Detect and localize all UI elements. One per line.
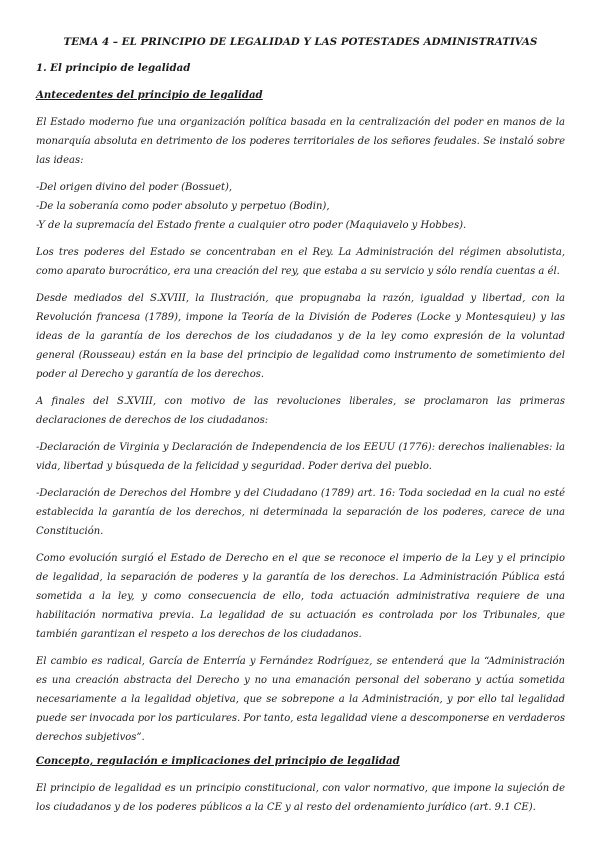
paragraph: Desde mediados del S.XVIII, la Ilustración, que propugnaba la razón, igualdad y libertad, con la Revolución francesa (1789), impone la Teoría de la División de Poderes (Locke y Montesquieu) y las ideas de la garantía de los derechos de los ciudadanos y de la ley como expresión de la voluntad general (Rousseau) están en la base del principio de legalidad como instrumento de sometimiento del poder al Derecho y garantía de los derechos. bbox=[36, 293, 565, 380]
paragraph: -Declaración de Virginia y Declaración de Independencia de los EEUU (1776): derechos inalienables: la vida, libertad y búsqueda de la felicidad y seguridad. Poder deriva del pueblo. bbox=[36, 442, 565, 472]
subheading-antecedentes: Antecedentes del principio de legalidad bbox=[36, 89, 263, 101]
paragraph: Como evolución surgió el Estado de Derecho en el que se reconoce el imperio de la Ley y el principio de legalidad, la separación de poderes y la garantía de los derechos. La Administración Pública está sometida a la ley, y como consecuencia de ello, toda actuación administrativa requiere de una habilitación normativa previa. La legalidad de su actuación es controlada por los Tribunales, que también garantizan el respeto a los derechos de los ciudadanos. bbox=[36, 553, 565, 640]
paragraph: El principio de legalidad es un principio constitucional, con valor normativo, que impone la sujeción de los ciudadanos y de los poderes públicos a la CE y al resto del ordenamiento jurídico (art. 9.1 CE). bbox=[36, 783, 565, 813]
paragraph: Los tres poderes del Estado se concentraban en el Rey. La Administración del régimen absolutista, como aparato burocrático, era una creación del rey, que estaba a su servicio y sólo rendía cuentas a él. bbox=[36, 247, 565, 277]
paragraph: El cambio es radical, García de Enterría y Fernández Rodríguez, se entenderá que la “Administración es una creación abstracta del Derecho y no una emanación personal del soberano y actúa sometida necesariamente a la legalidad objetiva, que se sobrepone a la Administración, y por ello tal legalidad puede ser invocada por los particulares. Por tanto, esta legalidad viene a descomponerse en verdaderos derechos subjetivos”. bbox=[36, 656, 565, 743]
section-heading: 1. El principio de legalidad bbox=[36, 62, 191, 74]
subheading-concepto: Concepto, regulación e implicaciones del principio de legalidad bbox=[36, 755, 400, 767]
paragraph: A finales del S.XVIII, con motivo de las revoluciones liberales, se proclamaron las primeras declaraciones de derechos de los ciudadanos: bbox=[36, 396, 565, 426]
paragraph: El Estado moderno fue una organización política basada en la centralización del poder en manos de la monarquía absoluta en detrimento de los poderes territoriales de los señores feudales. Se instaló sobre las ideas: bbox=[36, 117, 565, 166]
list-item: -De la soberanía como poder absoluto y perpetuo (Bodin), bbox=[36, 201, 330, 212]
paragraph: -Declaración de Derechos del Hombre y del Ciudadano (1789) art. 16: Toda sociedad en la cual no esté establecida la garantía de los derechos, ni determinada la separación de los poderes, carece de una Constitución. bbox=[36, 488, 565, 537]
list-item: -Del origen divino del poder (Bossuet), bbox=[36, 182, 233, 193]
ideas-list bbox=[36, 178, 565, 235]
list-item: -Y de la supremacía del Estado frente a cualquier otro poder (Maquiavelo y Hobbes). bbox=[36, 220, 467, 231]
document-title: TEMA 4 – EL PRINCIPIO DE LEGALIDAD Y LAS POTESTADES ADMINISTRATIVAS bbox=[63, 36, 538, 48]
